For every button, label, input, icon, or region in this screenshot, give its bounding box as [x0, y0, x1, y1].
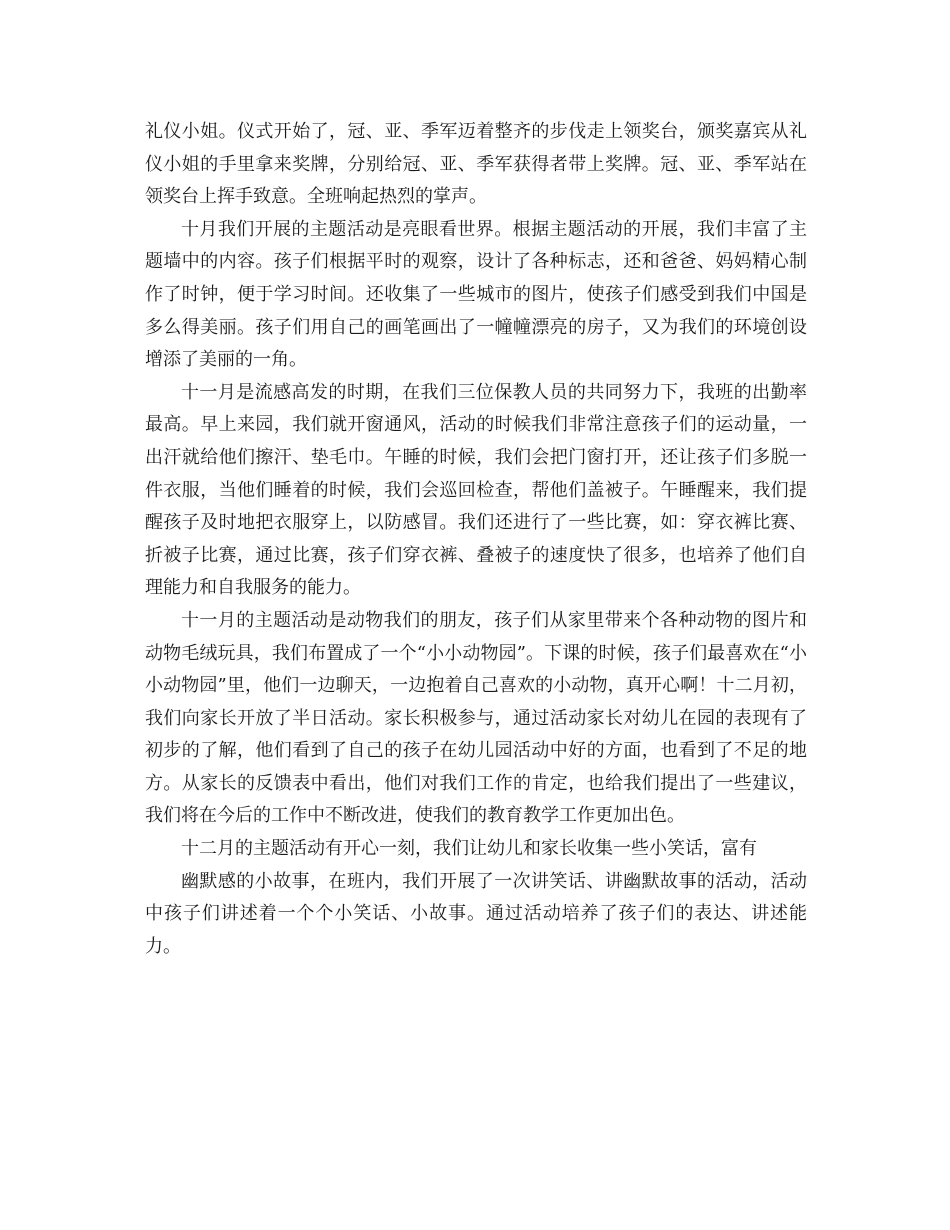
- document-body: [145, 116, 807, 963]
- paragraph-award-ceremony: 礼仪小姐。仪式开始了，冠、亚、季军迈着整齐的步伐走上领奖台，颁奖嘉宾从礼仪小姐的手里拿来奖牌，分别给冠、亚、季军获得者带上奖牌。冠、亚、季军站在领奖台上挥手致意。全班响起热烈的掌声。: [145, 121, 807, 208]
- paragraph-december-theme: 十二月的主题活动有开心一刻，我们让幼儿和家长收集一些小笑话，富有: [181, 838, 757, 860]
- paragraph-december-theme-continued: 幽默感的小故事，在班内，我们开展了一次讲笑话、讲幽默故事的活动，活动中孩子们讲述着一个个小笑话、小故事。通过活动培养了孩子们的表达、讲述能力。: [145, 870, 807, 957]
- paragraph-november-flu: 十一月是流感高发的时期，在我们三位保教人员的共同努力下，我班的出勤率最高。早上来园，我们就开窗通风，活动的时候我们非常注意孩子们的运动量，一出汗就给他们擦汗、垫毛巾。午睡的时候，我们会把门窗打开，还让孩子们多脱一件衣服，当他们睡着的时候，我们会巡回检查，帮他们盖被子。午睡醒来，我们提醒孩子及时地把衣服穿上，以防感冒。我们还进行了一些比赛，如：穿衣裤比赛、折被子比赛，通过比赛，孩子们穿衣裤、叠被子的速度快了很多，也培养了他们自理能力和自我服务的能力。: [145, 381, 807, 599]
- paragraph-october-theme: 十月我们开展的主题活动是亮眼看世界。根据主题活动的开展，我们丰富了主题墙中的内容。孩子们根据平时的观察，设计了各种标志，还和爸爸、妈妈精心制作了时钟，便于学习时间。还收集了一些城市的图片，使孩子们感受到我们中国是多么得美丽。孩子们用自己的画笔画出了一幢幢漂亮的房子，又为我们的环境创设增添了美丽的一角。: [145, 218, 807, 371]
- paragraph-november-theme: 十一月的主题活动是动物我们的朋友，孩子们从家里带来个各种动物的图片和动物毛绒玩具，我们布置成了一个“小小动物园”。下课的时候，孩子们最喜欢在“小小动物园”里，他们一边聊天，一边抱着自己喜欢的小动物，真开心啊！十二月初，我们向家长开放了半日活动。家长积极参与，通过活动家长对幼儿在园的表现有了初步的了解，他们看到了自己的孩子在幼儿园活动中好的方面，也看到了不足的地方。从家长的反馈表中看出，他们对我们工作的肯定，也给我们提出了一些建议，我们将在今后的工作中不断改进，使我们的教育教学工作更加出色。: [145, 609, 807, 827]
